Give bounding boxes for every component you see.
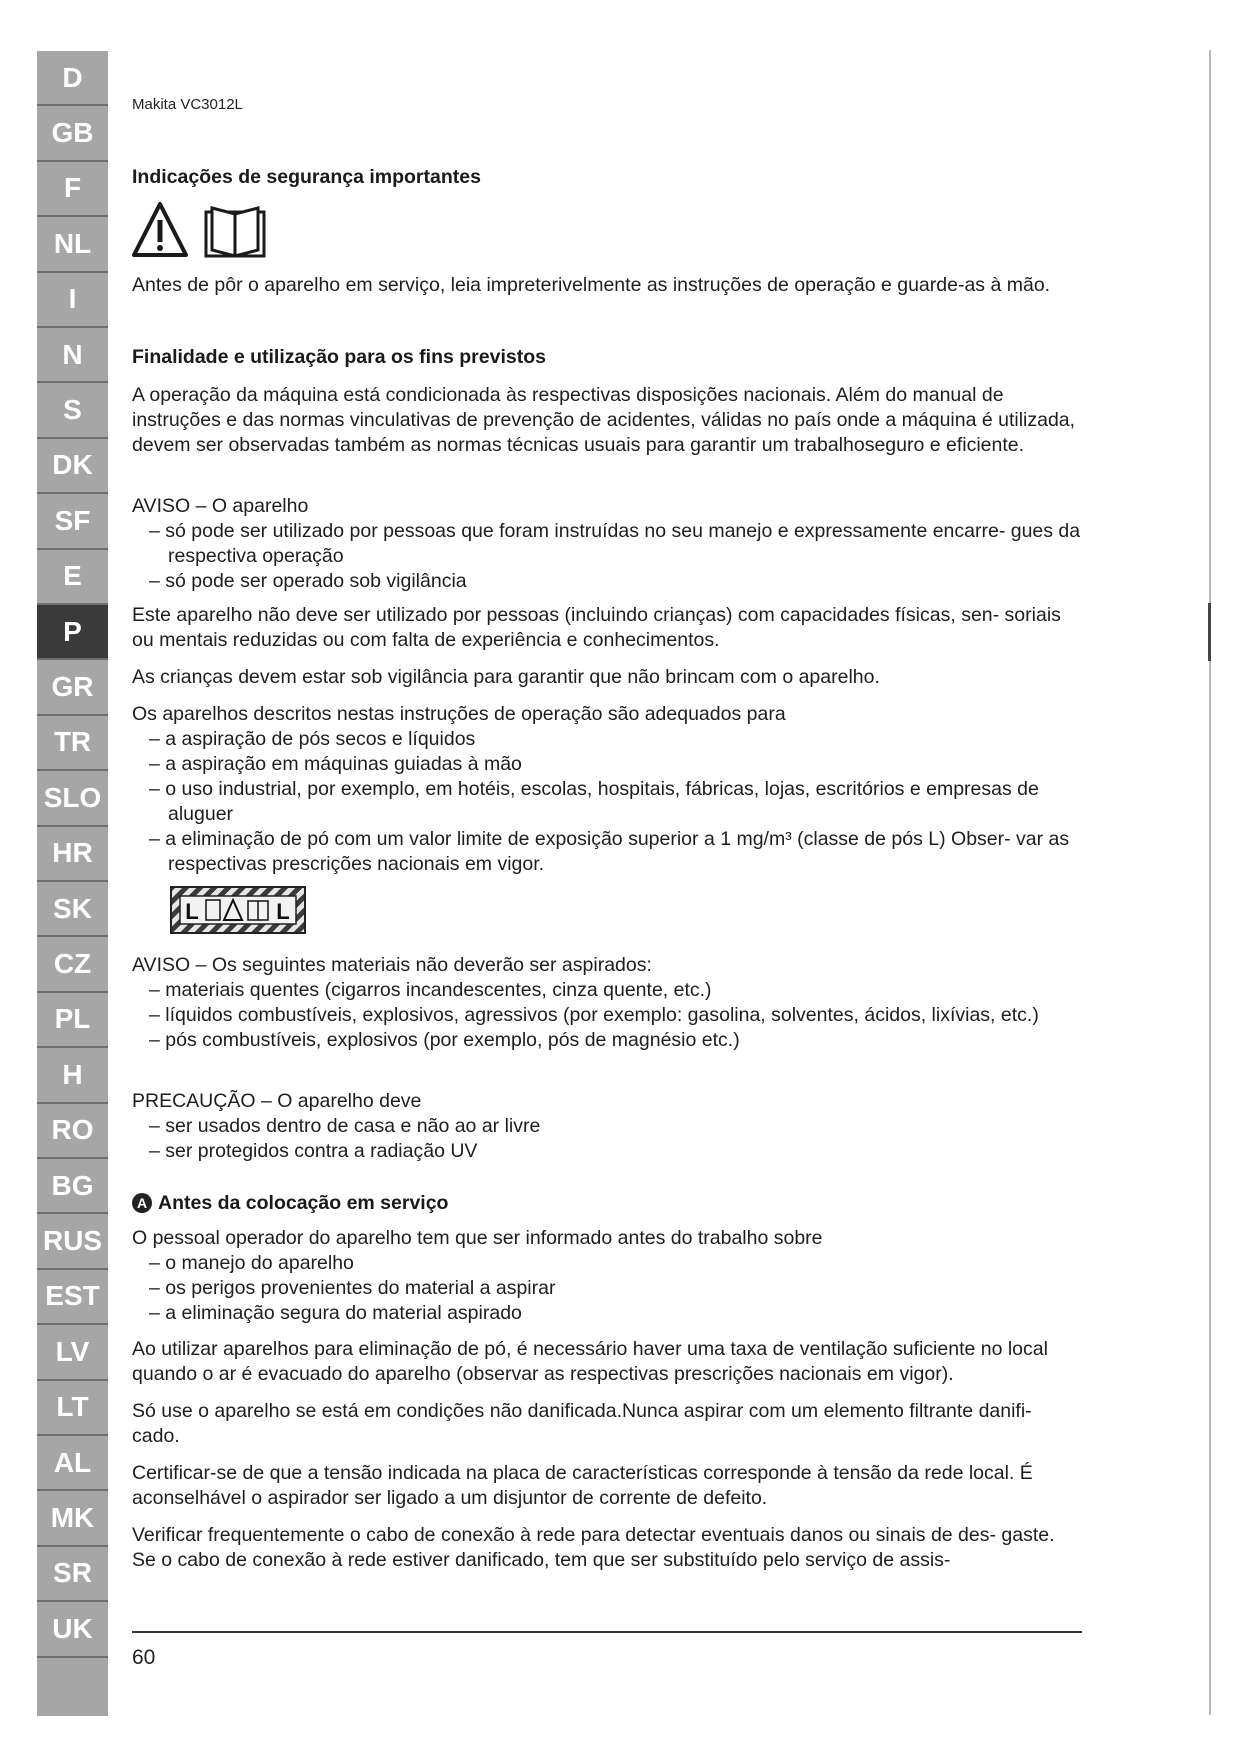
lang-tab-rus[interactable]: RUS <box>37 1214 108 1269</box>
list-item: – só pode ser operado sob vigilância <box>149 570 467 592</box>
voltage-paragraph: Certificar-se de que a tensão indicada na placa de características corresponde à tensão da rede local. É aconselhável o aspirador ser ligado a um disjuntor de corrente de defeito. <box>132 1462 1033 1509</box>
warning-1-title: AVISO – O aparelho <box>132 495 309 517</box>
footer-rule <box>132 1631 1082 1633</box>
list-item: – os perigos provenientes do material a aspirar <box>149 1277 556 1299</box>
warning-2-title: AVISO – Os seguintes materiais não deverão ser aspirados: <box>132 954 652 976</box>
caution-title: PRECAUÇÃO – O aparelho deve <box>132 1090 422 1112</box>
warning-1-list <box>132 519 1082 594</box>
warning-and-manual-icons <box>132 200 272 260</box>
lang-tab-ro[interactable]: RO <box>37 1104 108 1159</box>
lang-tab-p-active[interactable]: P <box>37 605 108 660</box>
before-use-block <box>132 1226 1082 1326</box>
suitability-block <box>132 702 1082 877</box>
dust-class-badge-graphic <box>170 886 306 934</box>
lang-tab-dk[interactable]: DK <box>37 439 108 494</box>
safety-icons <box>132 200 272 265</box>
warning-2-list <box>132 978 1082 1053</box>
lang-tab-slo[interactable]: SLO <box>37 771 108 826</box>
list-item: – a aspiração de pós secos e líquidos <box>149 728 476 750</box>
warning-block-2 <box>132 953 1082 1053</box>
suitability-list <box>132 727 1082 877</box>
lang-tab-gr[interactable]: GR <box>37 660 108 715</box>
badge-letter-right: L <box>276 899 290 924</box>
list-item: – pós combustíveis, explosivos (por exemplo, pós de magnésio etc.) <box>149 1029 740 1051</box>
lang-tab-tr[interactable]: TR <box>37 716 108 771</box>
damage-paragraph: Só use o aparelho se está em condições não danificada.Nunca aspirar com um elemento filtrante danifi- cado. <box>132 1400 1032 1447</box>
model-header: Makita VC3012L <box>132 96 243 113</box>
lang-tab-mk[interactable]: MK <box>37 1491 108 1546</box>
lang-tab-hr[interactable]: HR <box>37 827 108 882</box>
suitability-title: Os aparelhos descritos nestas instruções de operação são adequados para <box>132 703 786 725</box>
lang-tab-f[interactable]: F <box>37 162 108 217</box>
purpose-heading: Finalidade e utilização para os fins previstos <box>132 346 546 368</box>
warning-block-1 <box>132 494 1082 594</box>
warning-triangle-icon <box>134 204 186 255</box>
list-item: – materiais quentes (cigarros incandescentes, cinza quente, etc.) <box>149 979 712 1001</box>
lang-tab-gb[interactable]: GB <box>37 106 108 161</box>
lang-tab-lt[interactable]: LT <box>37 1381 108 1436</box>
lang-tab-d[interactable]: D <box>37 51 108 106</box>
list-item: – a aspiração em máquinas guiadas à mão <box>149 753 522 775</box>
language-sidebar <box>37 51 108 1716</box>
list-item: – líquidos combustíveis, explosivos, agressivos (por exemplo: gasolina, solventes, ácidos, lixívias, etc.) <box>149 1004 1039 1026</box>
list-item: – a eliminação segura do material aspirado <box>149 1302 522 1324</box>
right-margin-line <box>1209 50 1211 1715</box>
cable-paragraph: Verificar frequentemente o cabo de conexão à rede para detectar eventuais danos ou sinais de des- gaste. Se o cabo de conexão à rede estiver danificado, tem que ser substituído pelo serviço de assis- <box>132 1524 1055 1571</box>
lang-tab-h[interactable]: H <box>37 1048 108 1103</box>
list-item: – o uso industrial, por exemplo, em hotéis, escolas, hospitais, fábricas, lojas, escritórios e empresas de aluguer <box>149 778 1039 825</box>
list-item: – só pode ser utilizado por pessoas que foram instruídas no seu manejo e expressamente encarre- gues da respectiva operação <box>149 520 1081 567</box>
restriction-paragraph: Este aparelho não deve ser utilizado por pessoas (incluindo crianças) com capacidades físicas, sen- soriais ou mentais reduzidas ou com falta de experiência e conhecimentos. <box>132 604 1061 651</box>
caution-block <box>132 1089 1082 1164</box>
lang-tab-pl[interactable]: PL <box>37 993 108 1048</box>
purpose-paragraph: A operação da máquina está condicionada às respectivas disposições nacionais. Além do manual de instruções e das normas vinculativas de prevenção de acidentes, válidas no país onde a máquina é utilizada, devem ser observadas também as normas técnicas usuais para garantir um trabalhoseguro e eficiente. <box>132 384 1076 456</box>
lang-tab-sr[interactable]: SR <box>37 1547 108 1602</box>
list-item: – ser usados dentro de casa e não ao ar livre <box>149 1115 541 1137</box>
lang-tab-sk[interactable]: SK <box>37 882 108 937</box>
lang-tab-bg[interactable]: BG <box>37 1159 108 1214</box>
lang-tab-n[interactable]: N <box>37 328 108 383</box>
before-use-title: Antes da colocação em serviço <box>158 1192 449 1214</box>
manual-book-icon <box>206 208 264 256</box>
before-use-intro: O pessoal operador do aparelho tem que ser informado antes do trabalho sobre <box>132 1227 823 1249</box>
lang-tab-lv[interactable]: LV <box>37 1325 108 1380</box>
lang-tab-est[interactable]: EST <box>37 1270 108 1325</box>
dust-class-l-badge <box>170 886 306 939</box>
lang-tab-uk[interactable]: UK <box>37 1602 108 1657</box>
right-margin-marker <box>1208 603 1211 661</box>
page-number: 60 <box>132 1646 156 1669</box>
section-a-marker-icon: A <box>132 1193 152 1213</box>
list-item: – ser protegidos contra a radiação UV <box>149 1140 478 1162</box>
lang-tab-s[interactable]: S <box>37 383 108 438</box>
safety-heading: Indicações de segurança importantes <box>132 166 481 188</box>
caution-list <box>132 1114 1082 1164</box>
lang-tab-cz[interactable]: CZ <box>37 937 108 992</box>
safety-intro: Antes de pôr o aparelho em serviço, leia impreterivelmente as instruções de operação e guarde-as à mão. <box>132 274 1051 296</box>
before-use-list <box>132 1251 1082 1326</box>
lang-tab-sf[interactable]: SF <box>37 494 108 549</box>
ventilation-paragraph: Ao utilizar aparelhos para eliminação de pó, é necessário haver uma taxa de ventilação suficiente no local quando o ar é evacuado do aparelho (observar as respectivas prescrições nacionais em vigor). <box>132 1338 1048 1385</box>
children-paragraph: As crianças devem estar sob vigilância para garantir que não brincam com o aparelho. <box>132 666 880 688</box>
lang-tab-nl[interactable]: NL <box>37 217 108 272</box>
lang-tab-al[interactable]: AL <box>37 1436 108 1491</box>
badge-letter-left: L <box>185 899 199 924</box>
lang-tab-i[interactable]: I <box>37 273 108 328</box>
list-item: – a eliminação de pó com um valor limite de exposição superior a 1 mg/m³ (classe de pós L) Obser- var as respectivas prescrições nacionais em vigor. <box>149 828 1070 875</box>
lang-tab-e[interactable]: E <box>37 550 108 605</box>
list-item: – o manejo do aparelho <box>149 1252 354 1274</box>
before-use-heading <box>132 1192 448 1215</box>
